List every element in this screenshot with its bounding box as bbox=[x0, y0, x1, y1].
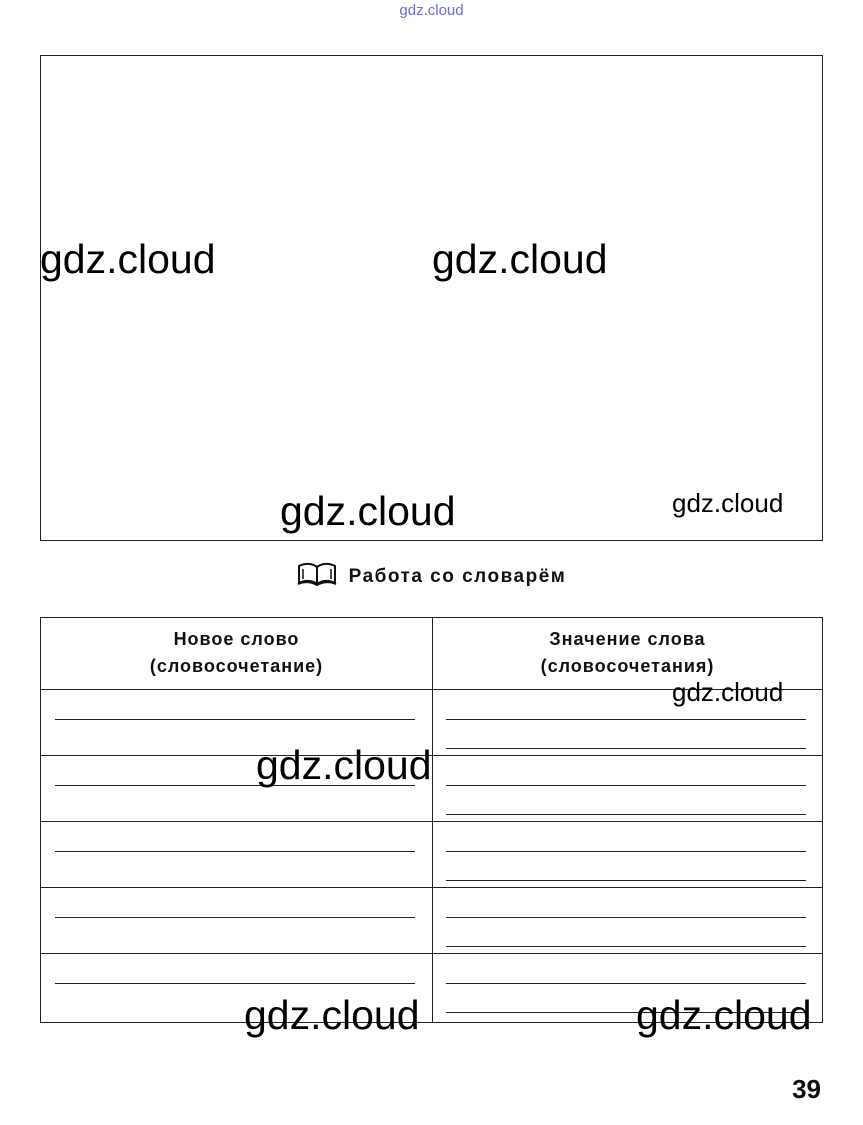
watermark: gdz.cloud bbox=[636, 992, 812, 1038]
new-word-write-line[interactable] bbox=[55, 851, 415, 852]
header-new-word bbox=[41, 626, 432, 680]
table-row bbox=[41, 887, 822, 954]
new-word-write-line[interactable] bbox=[55, 917, 415, 918]
header-new-word-line2: (словосочетание) bbox=[149, 656, 324, 676]
watermark: gdz.cloud bbox=[244, 992, 420, 1038]
new-word-write-line[interactable] bbox=[55, 719, 415, 720]
header-word-meaning bbox=[432, 626, 823, 680]
header-word-meaning-line2: (словосочетания) bbox=[540, 656, 715, 676]
section-title bbox=[0, 562, 863, 592]
drawing-area-box[interactable] bbox=[40, 55, 823, 541]
meaning-write-line[interactable] bbox=[446, 814, 806, 815]
meaning-write-line[interactable] bbox=[446, 917, 806, 918]
meaning-write-line[interactable] bbox=[446, 719, 806, 720]
section-title-text: Работа со словарём bbox=[348, 566, 567, 587]
watermark: gdz.cloud bbox=[672, 488, 784, 518]
watermark: gdz.cloud bbox=[432, 236, 608, 282]
meaning-write-line[interactable] bbox=[446, 785, 806, 786]
watermark: gdz.cloud bbox=[40, 236, 216, 282]
open-book-icon bbox=[297, 562, 337, 592]
new-word-write-line[interactable] bbox=[55, 983, 415, 984]
meaning-write-line[interactable] bbox=[446, 880, 806, 881]
header-new-word-line1: Новое слово bbox=[173, 629, 300, 649]
watermark: gdz.cloud bbox=[256, 742, 432, 788]
watermark: gdz.cloud bbox=[280, 488, 456, 534]
header-word-meaning-line1: Значение слова bbox=[549, 629, 706, 649]
watermark: gdz.cloud bbox=[672, 677, 784, 707]
page-number: 39 bbox=[792, 1074, 821, 1104]
meaning-write-line[interactable] bbox=[446, 983, 806, 984]
meaning-write-line[interactable] bbox=[446, 946, 806, 947]
meaning-write-line[interactable] bbox=[446, 851, 806, 852]
table-row bbox=[41, 821, 822, 888]
site-watermark-top: gdz.cloud bbox=[399, 2, 464, 19]
meaning-write-line[interactable] bbox=[446, 748, 806, 749]
